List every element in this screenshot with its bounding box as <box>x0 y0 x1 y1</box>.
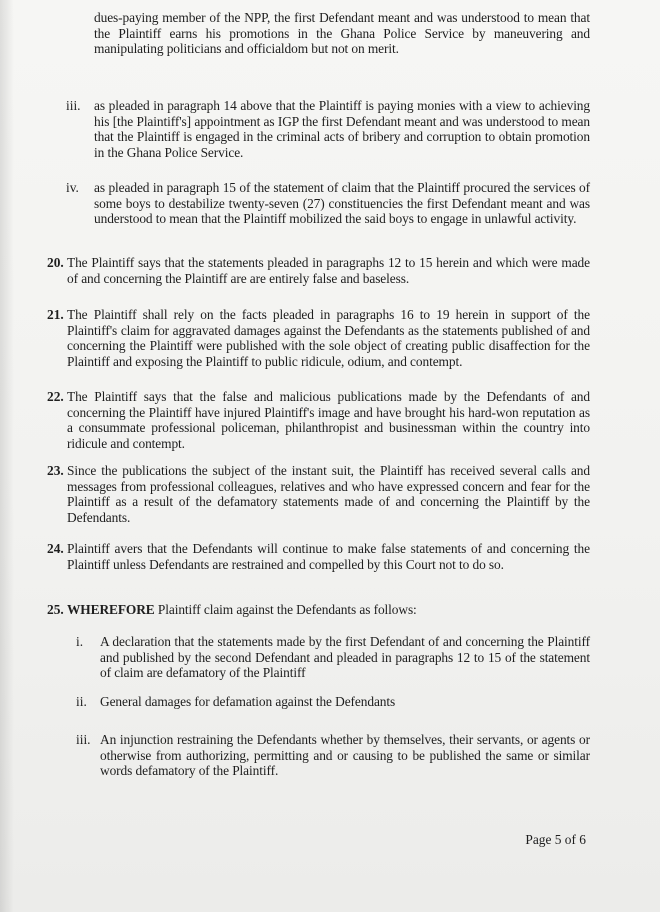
relief-iii-text: An injunction restraining the Defendants whether by themselves, their servants, or agents or otherwise from authorizing, permitting and or causing to be published the same or similar words defamatory of the Plaintiff. <box>100 732 590 779</box>
paragraph-number-24: 24. <box>47 541 64 556</box>
sub-item-iv-text: as pleaded in paragraph 15 of the statement of claim that the Plaintiff procured the services of some boys to destabilize twenty-seven (27) constituencies the first Defendant meant and was understood to mean that the Plaintiff mobilized the said boys to engage in unlawful activity. <box>94 180 590 227</box>
sub-item-iii-text: as pleaded in paragraph 14 above that the Plaintiff is paying monies with a view to achieving his [the Plaintiff's] appointment as IGP the first Defendant meant and was understood to mean that the Plaintiff is engaged in the criminal acts of bribery and corruption to obtain promotion in the Ghana Police Service. <box>94 98 590 160</box>
relief-i-text: A declaration that the statements made by the first Defendant of and concerning the Plaintiff and published by the second Defendant and pleaded in paragraphs 12 to 15 of the statement of claim are defamatory of the Plaintiff <box>100 634 590 681</box>
wherefore-text: Plaintiff claim against the Defendants as follows: <box>154 602 417 617</box>
page-edge-shadow <box>0 0 14 912</box>
paragraph-number-21: 21. <box>47 307 64 322</box>
relief-marker-i: i. <box>76 634 84 649</box>
wherefore-line <box>67 602 590 618</box>
continuation-paragraph: dues-paying member of the NPP, the first Defendant meant and was understood to mean that the Plaintiff earns his promotions in the Ghana Police Service by maneuvering and manipulating politicians and officialdom but not on merit. <box>94 10 590 57</box>
relief-ii-text: General damages for defamation against the Defendants <box>100 694 396 709</box>
sub-item-marker-iv: iv. <box>66 180 79 195</box>
paragraph-number-23: 23. <box>47 463 64 478</box>
page-number-footer: Page 5 of 6 <box>525 832 586 847</box>
paragraph-20-text: The Plaintiff says that the statements pleaded in paragraphs 12 to 15 herein and which were made of and concerning the Plaintiff are are entirely false and baseless. <box>67 255 590 286</box>
paragraph-24-text: Plaintiff avers that the Defendants will continue to make false statements of and concerning the Plaintiff unless Defendants are restrained and compelled by this Court not to do so. <box>67 541 590 572</box>
paragraph-number-25: 25. <box>47 602 64 617</box>
paragraph-22-text: The Plaintiff says that the false and malicious publications made by the Defendants of and concerning the Plaintiff have injured Plaintiff's image and have brought his hard-won reputation as a consummate professional policeman, philanthropist and businessman within the country into ridicule and contempt. <box>67 389 590 451</box>
paragraph-number-20: 20. <box>47 255 64 270</box>
relief-marker-ii: ii. <box>76 694 87 709</box>
relief-marker-iii: iii. <box>76 732 91 747</box>
sub-item-marker-iii: iii. <box>66 98 81 113</box>
wherefore-keyword: WHEREFORE <box>67 602 155 617</box>
paragraph-21-text: The Plaintiff shall rely on the facts pleaded in paragraphs 16 to 19 herein in support of the Plaintiff's claim for aggravated damages against the Defendants as the statements published of and concerning the Plaintiff were published with the sole object of creating public disaffection for the Plaintiff and exposing the Plaintiff to public ridicule, odium, and contempt. <box>67 307 590 369</box>
paragraph-23-text: Since the publications the subject of the instant suit, the Plaintiff has received several calls and messages from professional colleagues, relatives and who have expressed concern and fear for the Plaintiff as a result of the defamatory statements made of and concerning the Plaintiff by the Defendants. <box>67 463 590 525</box>
paragraph-number-22: 22. <box>47 389 64 404</box>
